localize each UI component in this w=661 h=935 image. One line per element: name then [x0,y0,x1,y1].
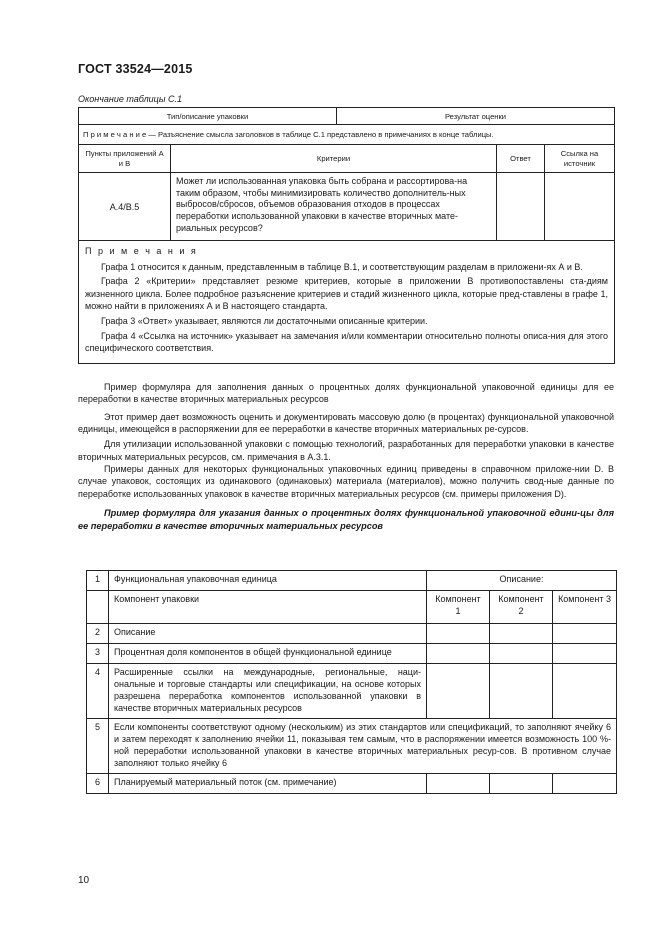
row-number [87,591,109,624]
table-head-result: Результат оценки [337,108,615,125]
criteria-table [78,107,615,364]
page-number: 10 [78,875,90,886]
row-point: А.4/В.5 [79,173,171,241]
form-cell[interactable] [553,774,617,794]
form-cell[interactable] [427,644,490,664]
form-cell[interactable] [490,774,553,794]
paragraph: Примеры данных для некоторых функциональных упаковочных единиц приведены в справочном приложе-нии D. В случае упаковок, состоящих из одинакового (одинаковых) материала (материалов), можно получить свод-ные данные по переработке использованных упаковок в качестве вторичных материальных ресурсов (см. примеры приложения D). [78,463,614,499]
row-number: 6 [87,774,109,794]
row-number: 1 [87,571,109,591]
row-number: 3 [87,644,109,664]
form-cell[interactable] [553,664,617,719]
note-item: Графа 4 «Ссылка на источник» указывает на замечания и/или комментарии относительно полноты описа-ния для этого специфического соответствия. [85,330,608,354]
row-number: 4 [87,664,109,719]
row-label: Компонент упаковки [109,591,427,624]
note-item: Графа 2 «Критерии» представляет резюме критериев, которые в приложении В противопоставлены ста-диям жизненного цикла. Более подробное разъяснение критериев и стадий жизненного цикла, которые пред-ставлены в графе 1, можно найти в приложениях А и В настоящего стандарта. [85,276,608,312]
row-answer [497,173,545,241]
note-item: Графа 3 «Ответ» указывает, являются ли достаточными описанные критерии. [101,315,428,326]
row-number: 5 [87,719,109,774]
row-source [545,173,615,241]
form-cell[interactable] [490,624,553,644]
row-label: Если компоненты соответствуют одному (нескольким) из этих стандартов или спецификаций, то заполняют ячейку 6 и затем переходят к заполнению ячейки 11, показывая тем самым, что в распоряжении имеется возможность 100 %-ной переработки использованной упаковки в качестве вторичных материальных ресур-сов. В противном случае заполняют только ячейку 6 [109,719,617,774]
component-3-header: Компонент 3 [553,591,617,624]
document-header: ГОСТ 33524—2015 [78,62,193,76]
table-caption: Окончание таблицы С.1 [78,94,182,104]
table-note: П р и м е ч а н и е — Разъяснение смысла заголовков в таблице С.1 представлено в примечаниях в конце таблицы. [79,125,615,145]
form-cell[interactable] [427,624,490,644]
form-heading: Пример формуляра для указания данных о процентных долях функциональной упаковочной едини-цы для ее переработки в качестве вторичных материальных ресурсов [78,507,614,531]
form-cell[interactable] [490,664,553,719]
form-cell[interactable] [490,644,553,664]
form-cell[interactable] [427,664,490,719]
row-label: Расширенные ссылки на международные, региональные, наци-ональные и торговые стандарты или спецификации, на основе которых разрешена переработка компонентов использованной упаковки в качестве вторичных материальных ресурсов [109,664,427,719]
table-notes [79,241,615,364]
paragraph: Этот пример дает возможность оценить и документировать массовую долю (в процентах) функциональной упаковочной единицы, имеющейся в распоряжении для ее переработки в качестве вторичных материальных ре-сурсов. [78,411,614,434]
component-2-header: Компонент 2 [490,591,553,624]
description-header: Описание: [427,571,617,591]
row-number: 2 [87,624,109,644]
col-header-answer: Ответ [497,145,545,173]
paragraph: Пример формуляра для заполнения данных о процентных долях функциональной упаковочной единицы для ее переработки в качестве вторичных материальных ресурсов [78,382,614,405]
row-criteria: Может ли использованная упаковка быть собрана и рассортирова-на таким образом, чтобы минимизировать количество дополнитель-ных выбросов/сбросов, объемов образования отходов в процессах переработки использованной упаковки в качестве вторичных мате-риальных ресурсов? [171,173,497,241]
form-table [86,570,617,794]
row-label: Процентная доля компонентов в общей функциональной единице [109,644,427,664]
paragraph: Для утилизации использованной упаковки с помощью технологий, разработанных для переработки упаковки в качестве вторичных материальных ресурсов, см. примечания в А.3.1. [78,439,614,462]
table-head-type: Тип/описание упаковки [79,108,337,125]
note-item: Графа 1 относится к данным, представленным в таблице В.1, и соответствующим разделам в приложени-ях А и В. [101,261,583,272]
form-cell[interactable] [553,644,617,664]
form-cell[interactable] [553,624,617,644]
component-1-header: Компонент 1 [427,591,490,624]
row-label: Планируемый материальный поток (см. примечание) [109,774,427,794]
col-header-points: Пункты приложений А и В [79,145,171,173]
col-header-criteria: Критерии [171,145,497,173]
notes-title: П р и м е ч а н и я [85,246,198,256]
col-header-source: Ссылка на источник [545,145,615,173]
row-label: Функциональная упаковочная единица [109,571,427,591]
body-text [78,381,614,532]
form-cell[interactable] [427,774,490,794]
row-label: Описание [109,624,427,644]
